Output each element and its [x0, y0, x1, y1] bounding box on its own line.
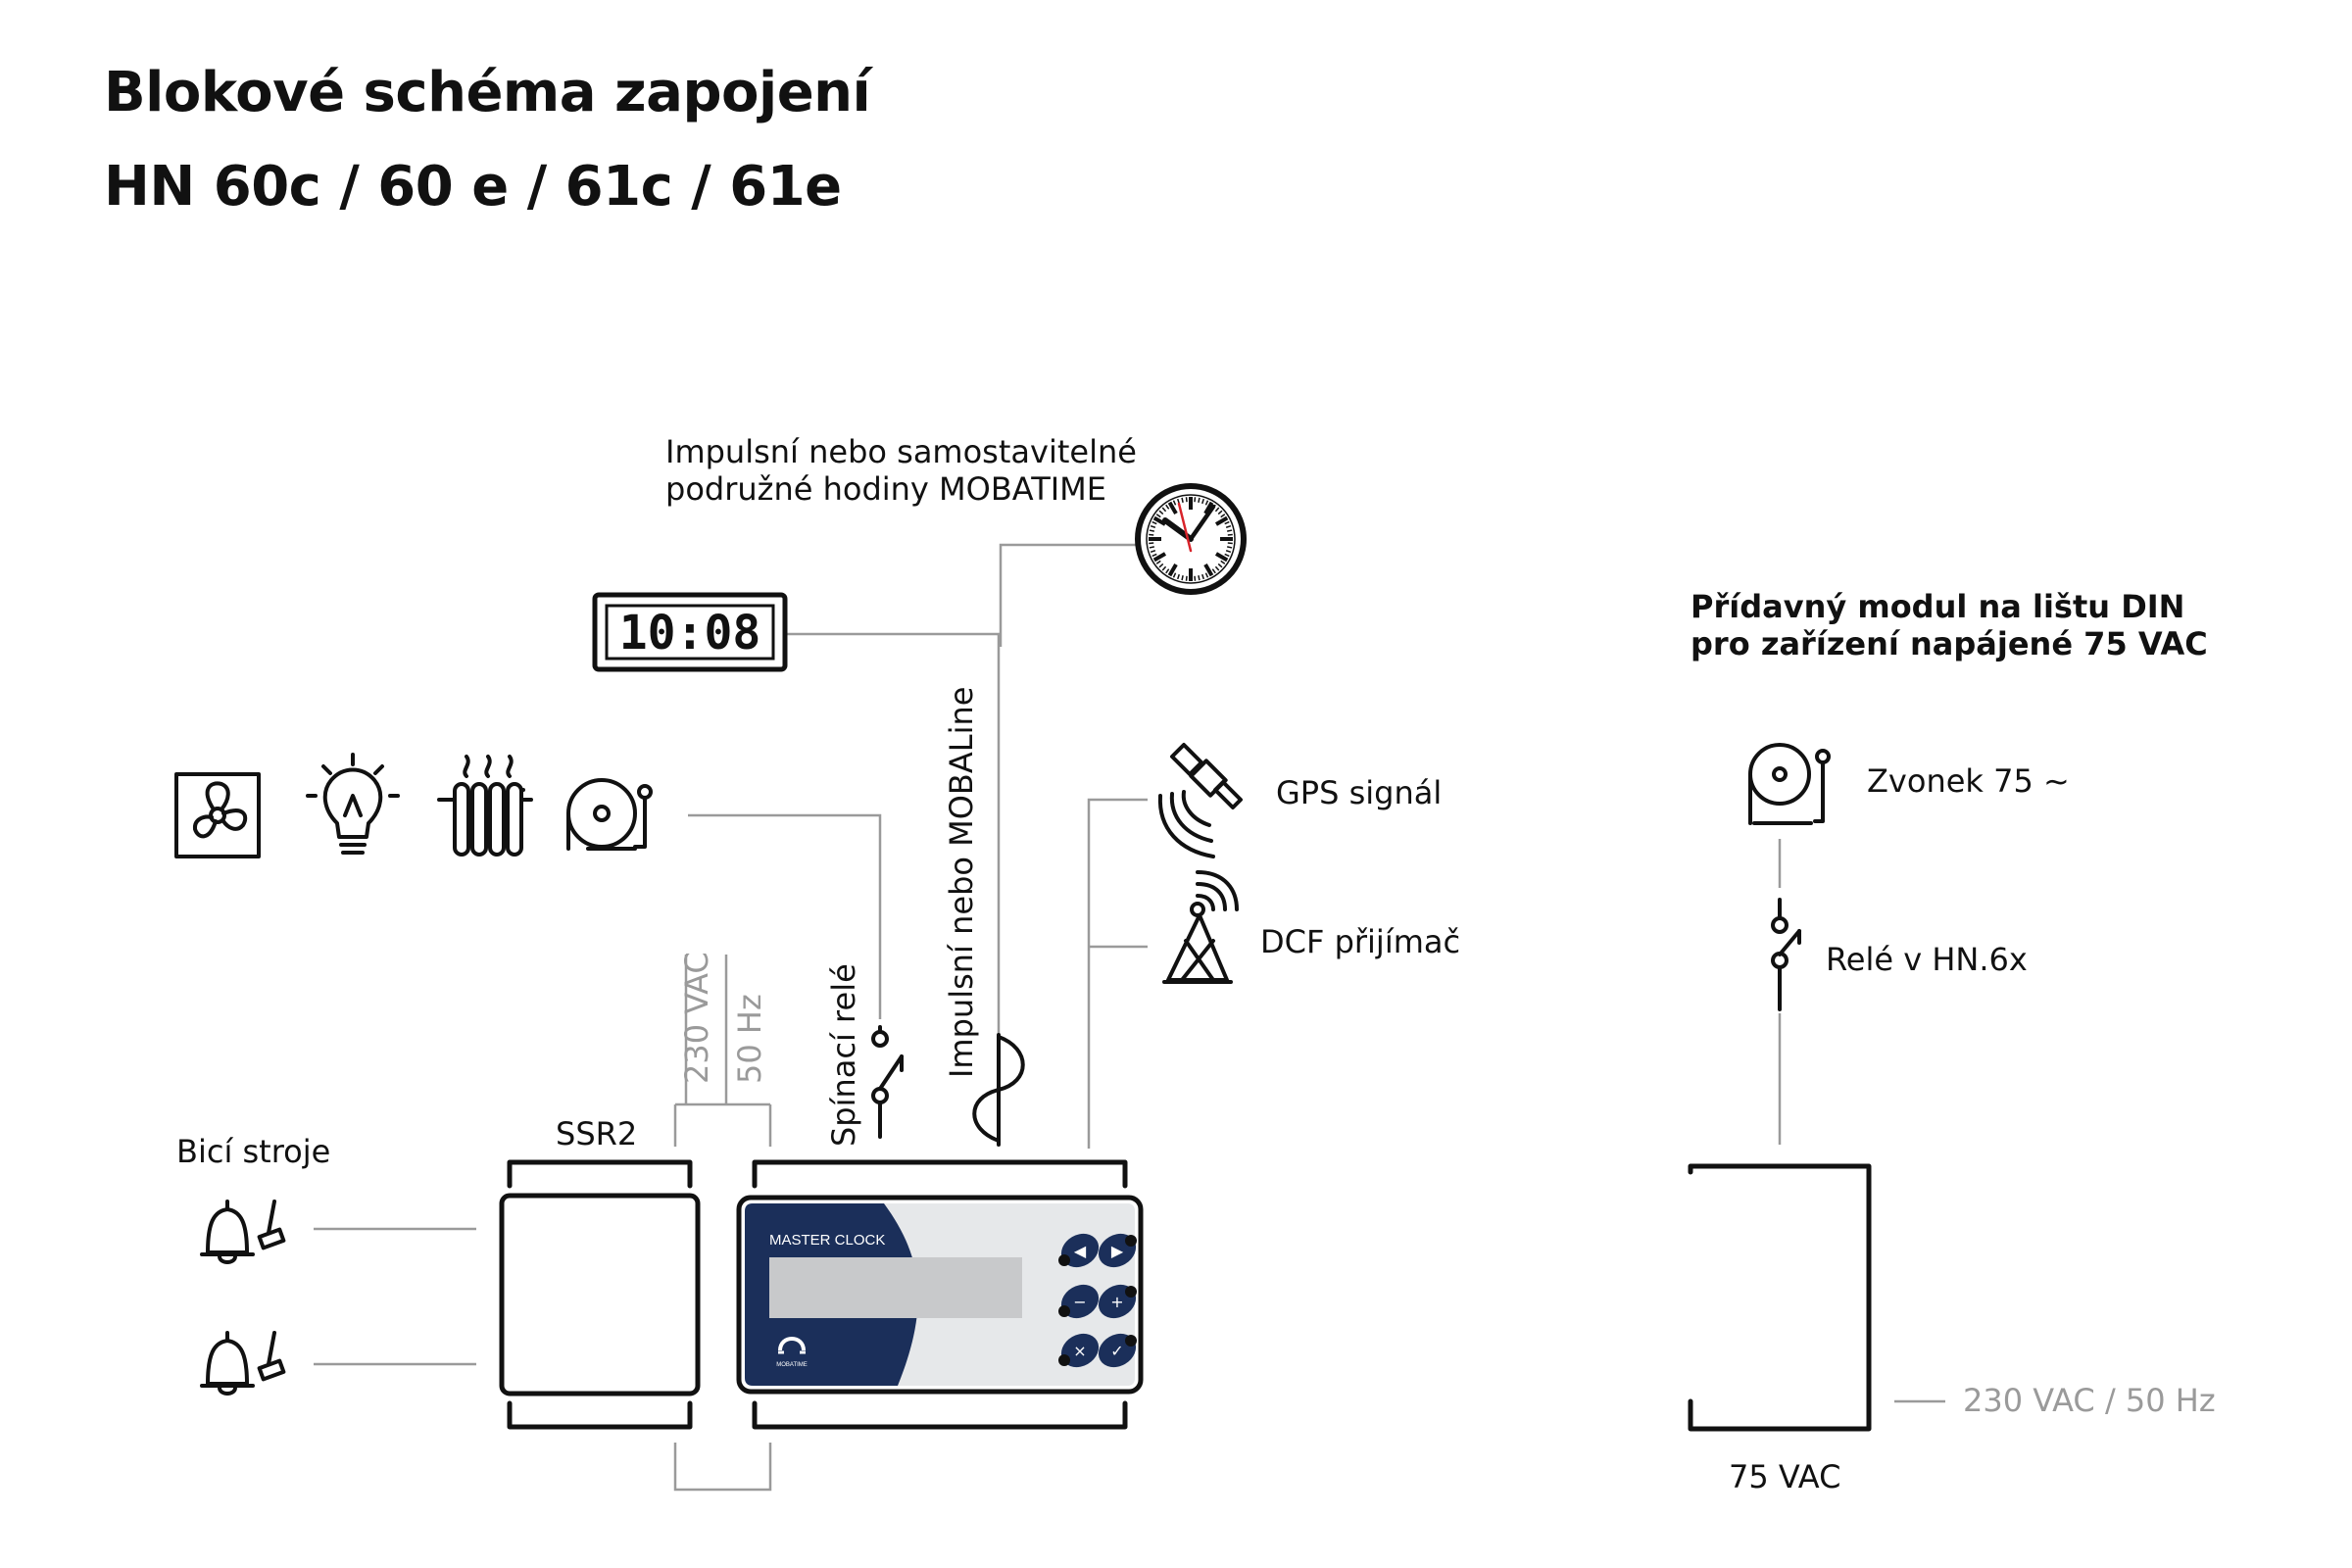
bell-icon [568, 780, 651, 849]
relay-hn6x-label: Relé v HN.6x [1826, 941, 2028, 978]
clock-tick [1227, 530, 1232, 531]
ssr2-module [502, 1162, 698, 1427]
vac-75-label: 75 VAC [1729, 1458, 1841, 1495]
dcf-receiver-label: DCF přijímač [1260, 923, 1461, 960]
clock-tick [1228, 543, 1233, 544]
impulse-wave-icon [974, 1035, 1023, 1145]
satellite-icon [1160, 745, 1241, 857]
impulse-line-label: Impulsní nebo MOBALine [943, 686, 980, 1078]
switching-relay-label: Spínací relé [825, 963, 862, 1147]
device-button-glyph: ✓ [1110, 1342, 1124, 1360]
page-subtitle: HN 60c / 60 e / 61c / 61e [104, 155, 842, 219]
module-title-2: pro zařízení napájené 75 VAC [1690, 625, 2208, 662]
clock-tick [1199, 498, 1200, 503]
clock-tick [1187, 576, 1188, 581]
clock-tick [1187, 497, 1188, 502]
module-title-1: Přídavný modul na lištu DIN [1690, 588, 2185, 625]
ssr2-label: SSR2 [556, 1115, 638, 1152]
clock-tick [1150, 530, 1154, 531]
clock-tick [1149, 543, 1153, 544]
clock-tick [1195, 576, 1196, 581]
gps-signal-label: GPS signál [1276, 774, 1443, 811]
striker-bell-icon [202, 1333, 283, 1394]
master-clock-device [739, 1162, 1142, 1427]
bell-75-icon [1750, 745, 1829, 823]
page-title: Blokové schéma zapojení [104, 61, 871, 124]
device-button-glyph: × [1073, 1342, 1087, 1360]
fan-icon [176, 774, 259, 857]
wall-clock-icon [1138, 486, 1244, 592]
digital-clock-icon [595, 595, 785, 669]
strikers-label: Bicí stroje [176, 1133, 331, 1170]
device-button-glyph: − [1073, 1293, 1087, 1311]
relay-switch-icon [873, 1027, 902, 1137]
clock-tick [1149, 535, 1153, 536]
supply-230-50-label: 230 VAC / 50 Hz [1963, 1382, 2216, 1419]
device-button-glyph: ◀ [1073, 1242, 1087, 1260]
bell-75-label: Zvonek 75 ~ [1867, 762, 2070, 800]
device-button-glyph: + [1110, 1293, 1124, 1311]
digital-clock-time: 10:08 [618, 606, 761, 661]
clock-tick [1199, 575, 1200, 580]
striker-bell-icon [202, 1201, 283, 1262]
device-brand-label: MASTER CLOCK [769, 1232, 886, 1249]
slave-clocks-label-2: podružné hodiny MOBATIME [665, 470, 1106, 508]
slave-clocks-label-1: Impulsní nebo samostavitelné [665, 433, 1137, 470]
frequency-50-label: 50 Hz [731, 994, 768, 1084]
clock-tick [1150, 547, 1154, 548]
clock-tick [1182, 575, 1183, 580]
relay-hn6x-icon [1773, 900, 1799, 1009]
clock-tick [1182, 498, 1183, 503]
clock-tick [1227, 547, 1232, 548]
light-bulb-icon [308, 755, 398, 853]
voltage-230-label: 230 VAC [678, 952, 715, 1084]
clock-tick [1195, 497, 1196, 502]
vac75-module [1690, 1166, 1869, 1429]
radio-tower-icon [1164, 872, 1237, 982]
radiator-icon [439, 757, 531, 855]
device-button-glyph: ▶ [1110, 1242, 1124, 1260]
device-logo-text: MOBATIME [776, 1362, 808, 1368]
clock-tick [1228, 535, 1233, 536]
